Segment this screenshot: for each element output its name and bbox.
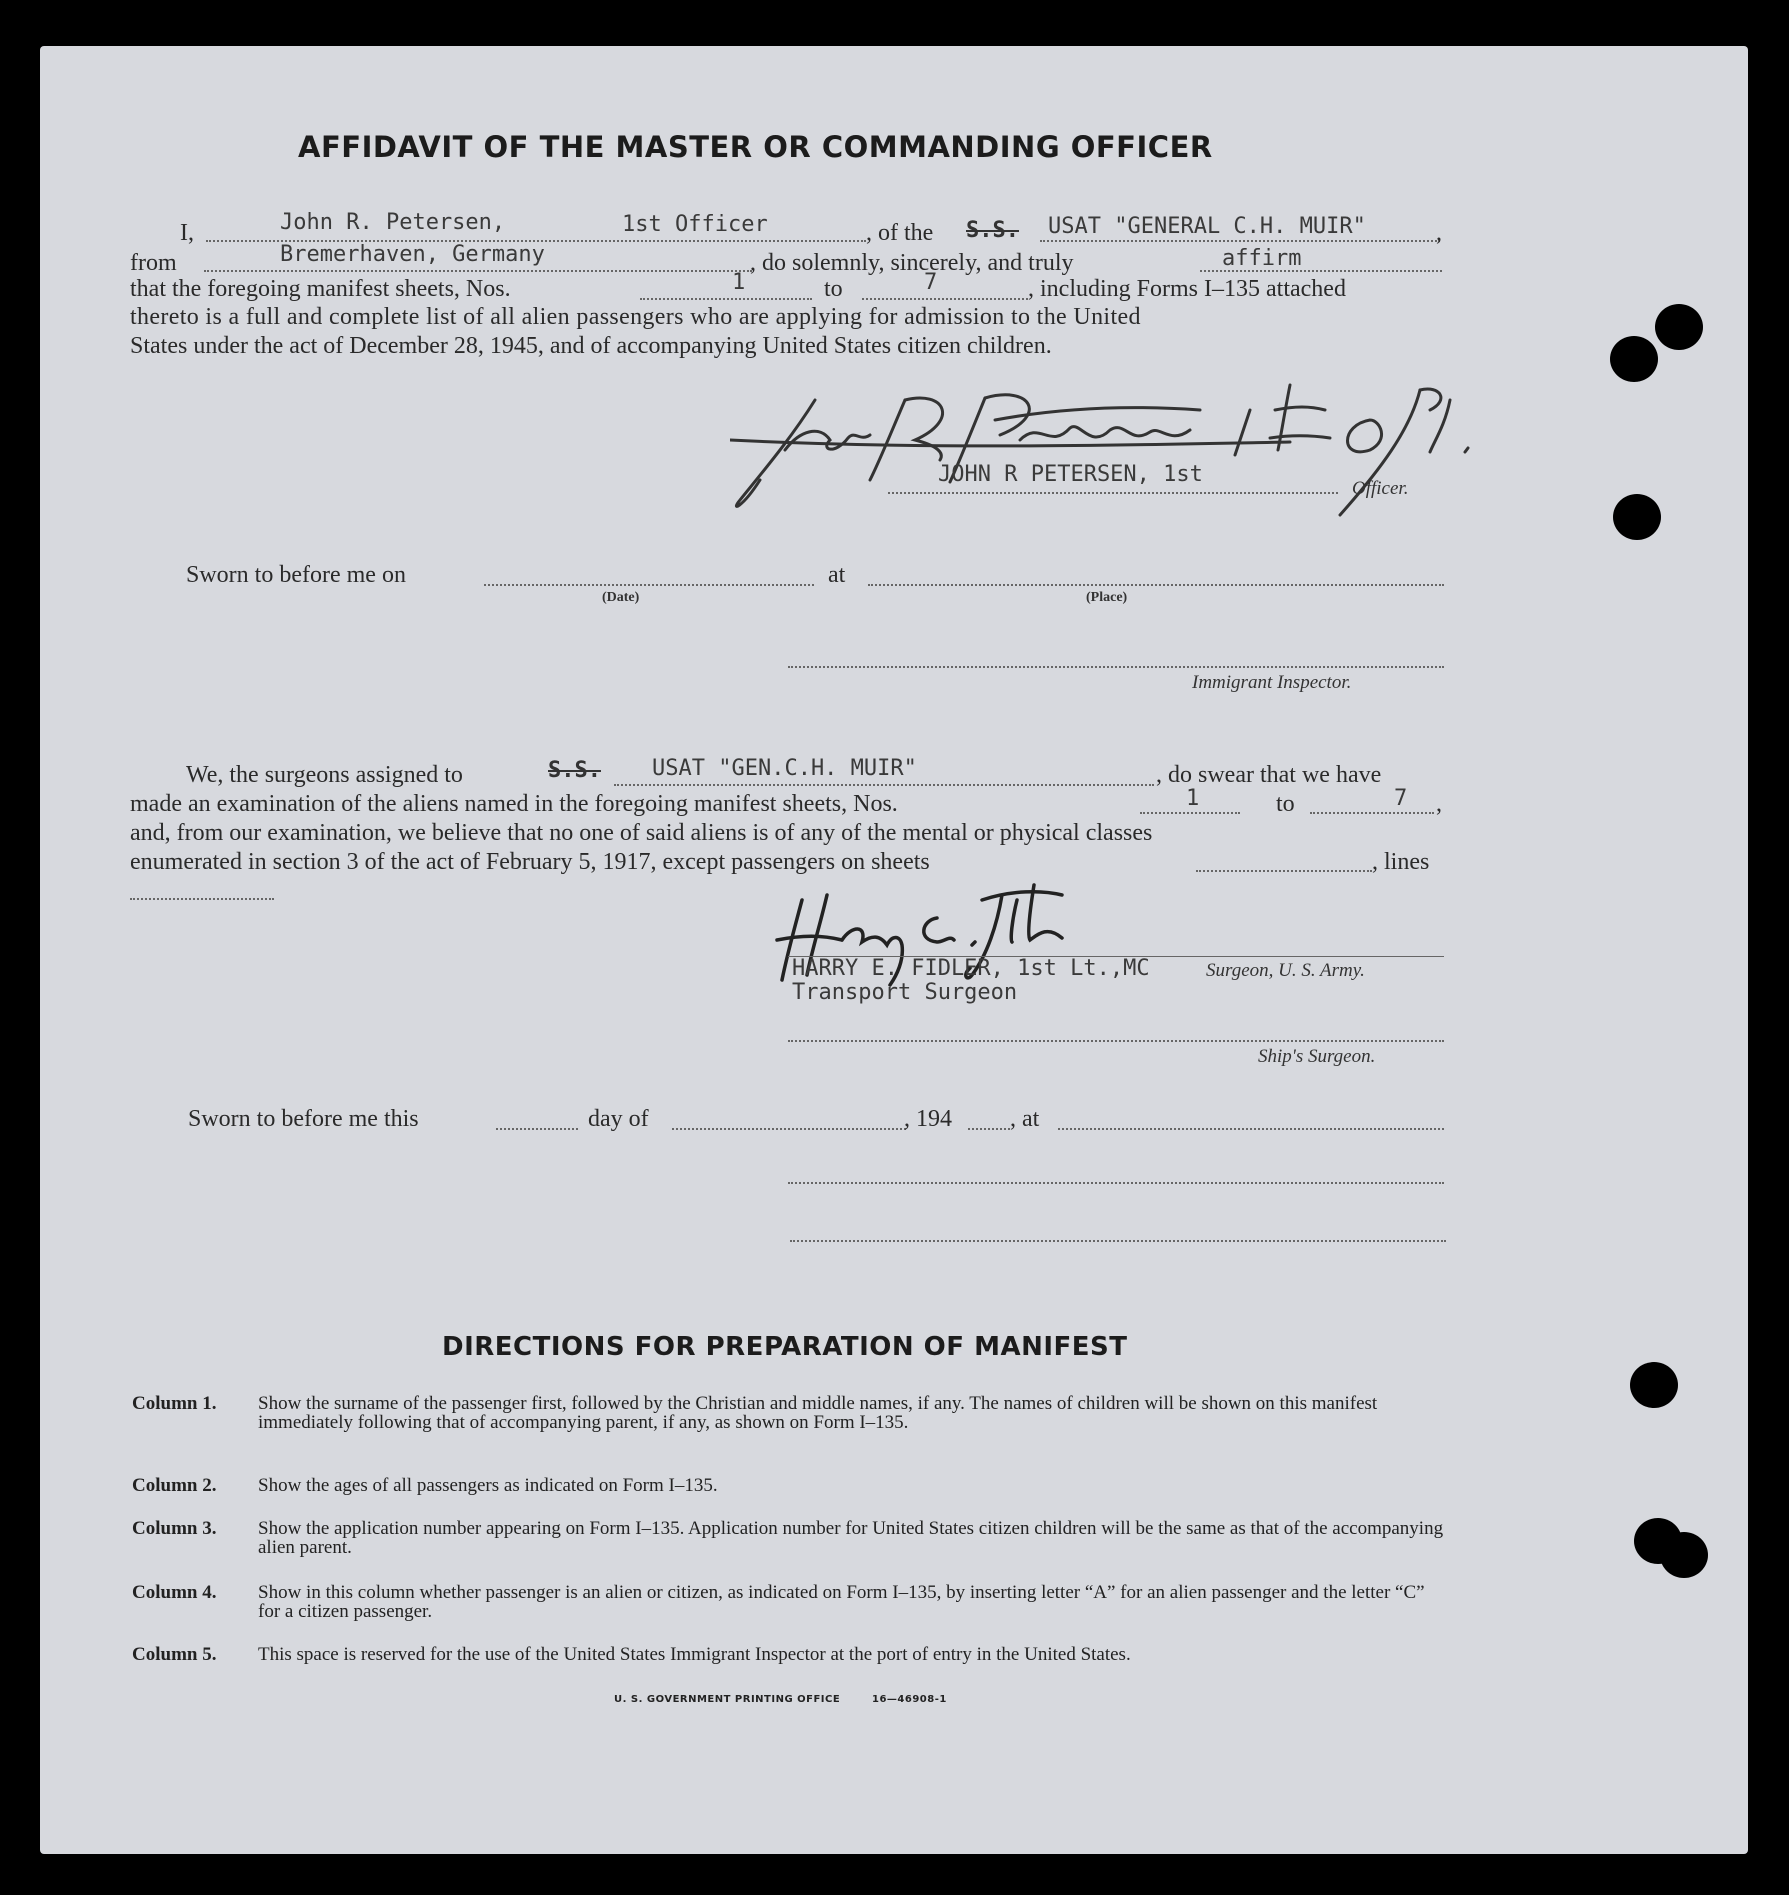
direction-text: This space is reserved for the use of the United States Immigrant Inspector at the port of entry in the United States. [258, 1644, 1131, 1665]
affidavit-line-4: thereto is a full and complete list of all alien passengers who are applying for admission to the United [130, 304, 1141, 330]
ship-name-typed: USAT "GENERAL C.H. MUIR" [1048, 214, 1366, 239]
nos-to-typed: 7 [924, 270, 938, 295]
sworn-signature-line-1 [788, 1182, 1444, 1184]
comma: , [1436, 220, 1442, 246]
direction-label: Column 4. [132, 1582, 217, 1603]
direction-label: Column 1. [132, 1393, 217, 1414]
sworn-at-text: at [828, 562, 846, 588]
direction-text: Show the ages of all passengers as indicated on Form I–135. [258, 1475, 718, 1496]
from-label: from [130, 250, 177, 276]
sworn-place-2-line [1058, 1128, 1444, 1130]
ships-surgeon-caption: Ship's Surgeon. [1258, 1046, 1376, 1067]
ship-field-line [1040, 240, 1440, 242]
punch-hole [1610, 336, 1658, 382]
sworn-month-line [672, 1128, 906, 1130]
immigrant-inspector-caption: Immigrant Inspector. [1192, 672, 1352, 693]
form-number-footer: 16—46908-1 [872, 1694, 947, 1705]
surgeons-nos-from-typed: 1 [1186, 786, 1200, 811]
solemnly-text: , do solemnly, sincerely, and truly [750, 250, 1074, 276]
manifest-sheets-text: that the foregoing manifest sheets, Nos. [130, 276, 511, 302]
sworn-this-text: Sworn to before me this [188, 1106, 419, 1132]
i-label: I, [180, 220, 194, 246]
day-of-text: day of [588, 1106, 649, 1132]
from-field-line [204, 270, 752, 272]
surgeons-line-2-comma: , [1436, 791, 1442, 817]
surgeons-to-label: to [1276, 791, 1295, 817]
sworn-signature-line-2 [790, 1240, 1446, 1242]
surgeons-nos-to-typed: 7 [1394, 786, 1408, 811]
surgeons-ship-typed: USAT "GEN.C.H. MUIR" [652, 756, 917, 781]
direction-label: Column 2. [132, 1475, 217, 1496]
officer-name-typed: John R. Petersen, [280, 210, 506, 235]
affidavit-title: AFFIDAVIT OF THE MASTER OR COMMANDING OFFICER [298, 130, 1213, 164]
directions-title: DIRECTIONS FOR PREPARATION OF MANIFEST [442, 1332, 1128, 1362]
sworn-year-line [968, 1128, 1010, 1130]
year-194-text: , 194 [904, 1106, 952, 1132]
sworn-day-line [496, 1128, 578, 1130]
punch-hole [1660, 1532, 1708, 1578]
surgeons-line-4: enumerated in section 3 of the act of February 5, 1917, except passengers on sheets [130, 849, 930, 875]
punch-hole [1613, 494, 1661, 540]
affirm-typed: affirm [1222, 246, 1302, 271]
direction-text: Show the application number appearing on Form I–135. Application number for United States citizen children will be the same as that of the accompanying alien parent. [258, 1518, 1444, 1558]
do-swear-text: , do swear that we have [1156, 762, 1382, 788]
sworn-before-me-on-text: Sworn to before me on [186, 562, 406, 588]
master-signature-line [888, 492, 1338, 494]
direction-text: Show the surname of the passenger first, followed by the Christian and middle names, if any. The names of children will be shown on this manifest immediately following that of accompanying parent, if any, as shown on Form I–135. [258, 1393, 1378, 1433]
surgeons-nos-from-line [1140, 812, 1240, 814]
sworn-at-2-text: , at [1010, 1106, 1040, 1132]
inspector-signature-line [788, 666, 1444, 668]
direction-text: Show in this column whether passenger is an alien or citizen, as indicated on Form I–135, by inserting letter “A” for an alien passenger and the letter “C” for a citizen passenger. [258, 1582, 1425, 1622]
ship-surgeon-line [788, 1040, 1444, 1042]
nos-to-line [862, 298, 1028, 300]
surgeons-nos-to-line [1310, 812, 1434, 814]
master-signature-typed: JOHN R PETERSEN, 1st [938, 462, 1203, 487]
punch-hole [1630, 1362, 1678, 1408]
affidavit-line-5: States under the act of December 28, 1945, and of accompanying United States citizen children. [130, 333, 1052, 359]
nos-from-line [640, 298, 812, 300]
sworn-date-line [484, 584, 814, 586]
surgeons-struck-ss-prefix: S.S. [548, 758, 601, 783]
surgeons-assigned-text: We, the surgeons assigned to [186, 762, 463, 788]
surgeons-ship-line [614, 784, 1154, 786]
printing-office-footer: U. S. GOVERNMENT PRINTING OFFICE [614, 1694, 841, 1705]
sworn-place-line [868, 584, 1444, 586]
lines-continuation-line [130, 898, 274, 900]
lines-text: , lines [1372, 849, 1430, 875]
punch-hole [1655, 304, 1703, 350]
place-caption: (Place) [1086, 590, 1128, 605]
struck-ss-prefix: S.S. [966, 218, 1019, 243]
surgeon-typed-line-1: HARRY E. FIDLER, 1st Lt.,MC [792, 956, 1150, 981]
date-caption: (Date) [602, 590, 640, 605]
sheets-field-line [1196, 870, 1372, 872]
forms-attached-text: , including Forms I–135 attached [1028, 276, 1346, 302]
of-the-text: , of the [866, 220, 934, 246]
officer-caption: Officer. [1352, 478, 1409, 499]
officer-rank-typed: 1st Officer [622, 212, 768, 237]
nos-from-typed: 1 [732, 270, 746, 295]
to-label: to [824, 276, 843, 302]
surgeons-line-2: made an examination of the aliens named in the foregoing manifest sheets, Nos. [130, 791, 898, 817]
direction-label: Column 3. [132, 1518, 217, 1539]
surgeon-typed-line-2: Transport Surgeon [792, 980, 1018, 1005]
direction-label: Column 5. [132, 1644, 217, 1665]
surgeons-line-3: and, from our examination, we believe that no one of said aliens is of any of the mental or physical classes [130, 820, 1153, 846]
from-place-typed: Bremerhaven, Germany [280, 242, 545, 267]
surgeon-army-caption: Surgeon, U. S. Army. [1206, 960, 1365, 981]
